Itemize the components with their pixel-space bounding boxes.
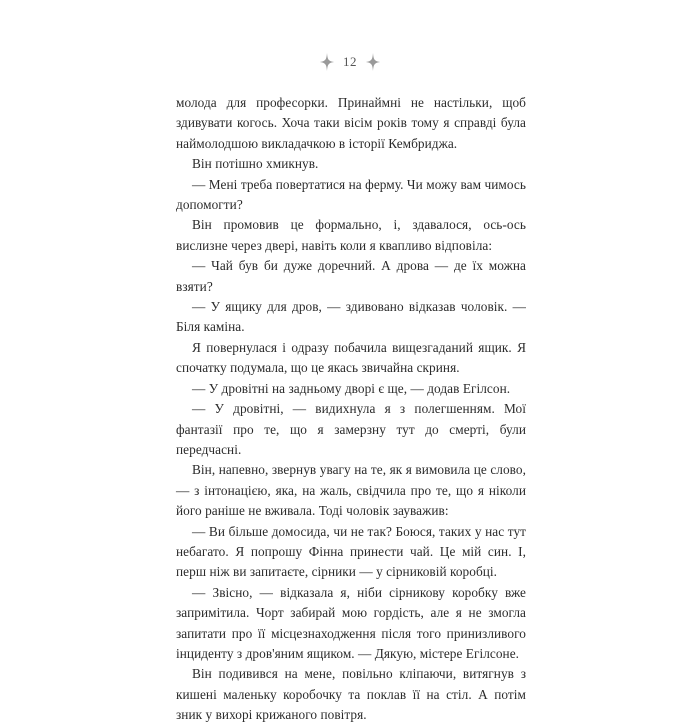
paragraph: Він промовив це формально, і, здавалося, ось-ось вислизне через двері, навіть коли я квапливо відповіла: [176, 217, 526, 253]
paragraph: — У дровітні на задньому дворі є ще, — додав Егілсон. [192, 380, 511, 396]
right-star-ornament-icon [365, 52, 381, 72]
page-number: 12 [343, 54, 357, 69]
paragraph: — Мені треба повертатися на ферму. Чи можу вам чимось допомогти? [176, 176, 526, 213]
paragraph: — Чай був би дуже доречний. А дрова — де їх можна взяти? [176, 258, 526, 294]
running-header [0, 52, 700, 72]
paragraph: Він подивився на мене, повільно кліпаючи, витягнув з кишені маленьку коробочку та поклав її на стіл. А потім зник у вихорі крижаного повітря. [176, 666, 526, 723]
paragraph: Я повернулася і одразу побачила вищезгаданий ящик. Я спочатку подумала, що це якась звичайна скриня. [176, 339, 526, 376]
paragraph: — У ящику для дров, — здивовано відказав чоловік. — Біля каміна. [176, 299, 526, 335]
paragraph: Він потішно хмикнув. [192, 156, 319, 172]
left-star-ornament-icon [319, 52, 335, 72]
paragraph: — У дровітні, — видихнула я з полегшенням. Мої фантазії про те, що я замерзну тут до смерті, були передчасні. [176, 401, 526, 457]
paragraph: — Звісно, — відказала я, ніби сірникову коробку вже запримітила. Чорт забирай мою гордість, але я не змогла запитати про її місцезнаходження після того принизливого інциденту з дров'яним ящиком. — Дякую, містере Егілсоне. [176, 584, 526, 661]
body-text [176, 93, 526, 726]
paragraph: молода для професорки. Принаймні не настільки, щоб здивувати когось. Хоча таки вісім років тому я справді була наймолодшою викладачкою в історії Кембриджа. [176, 95, 526, 151]
paragraph: — Ви більше домосида, чи не так? Боюся, таких у нас тут небагато. Я попрошу Фінна принести чай. Це мій син. І, перш ніж ви запитаєте, сірники — у сірниковій коробці. [176, 523, 526, 580]
paragraph: Він, напевно, звернув увагу на те, як я вимовила це слово, — з інтонацією, яка, на жаль, свідчила про те, що я ніколи його раніше не вживала. Тоді чоловік зауважив: [176, 462, 526, 519]
